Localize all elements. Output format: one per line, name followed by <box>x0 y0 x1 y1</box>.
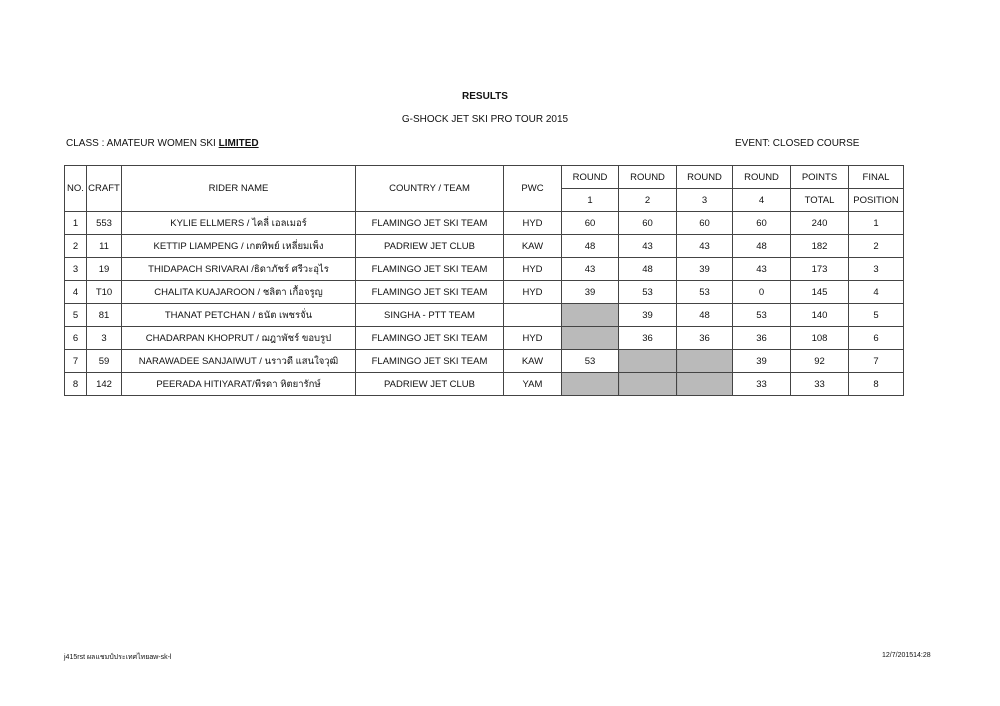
cell-total: 145 <box>791 281 849 304</box>
cell-total: 173 <box>791 258 849 281</box>
cell-round3: 60 <box>677 212 733 235</box>
results-table <box>64 165 904 396</box>
table-row <box>65 235 904 258</box>
col-header-round3-number: 3 <box>677 189 733 212</box>
cell-rider: KETTIP LIAMPENG / เกตทิพย์ เหลี่ยมเพ็ง <box>122 235 356 258</box>
cell-pwc: HYD <box>504 327 562 350</box>
event-subtitle: G-SHOCK JET SKI PRO TOUR 2015 <box>401 114 569 125</box>
cell-pwc <box>504 304 562 327</box>
class-emphasis: LIMITED <box>218 138 259 149</box>
table-row <box>65 212 904 235</box>
cell-round4: 60 <box>733 212 791 235</box>
cell-round2: 48 <box>619 258 677 281</box>
cell-round3-shaded <box>677 373 733 396</box>
cell-round1: 60 <box>562 212 619 235</box>
col-header-round4-number: 4 <box>733 189 791 212</box>
cell-rider: KYLIE ELLMERS / ไคลี่ เอลเมอร์ <box>122 212 356 235</box>
col-header-no: NO. <box>65 166 87 212</box>
cell-round4: 48 <box>733 235 791 258</box>
cell-round2: 36 <box>619 327 677 350</box>
col-header-team: COUNTRY / TEAM <box>356 166 504 212</box>
cell-team: FLAMINGO JET SKI TEAM <box>356 212 504 235</box>
cell-total: 33 <box>791 373 849 396</box>
cell-position: 3 <box>849 258 904 281</box>
cell-craft: T10 <box>87 281 122 304</box>
cell-rider: THANAT PETCHAN / ธนัต เพชรจั่น <box>122 304 356 327</box>
col-header-rider: RIDER NAME <box>122 166 356 212</box>
cell-round2: 43 <box>619 235 677 258</box>
cell-total: 240 <box>791 212 849 235</box>
cell-pwc: HYD <box>504 281 562 304</box>
col-header-total: TOTAL <box>791 189 849 212</box>
cell-total: 92 <box>791 350 849 373</box>
cell-round1-shaded <box>562 373 619 396</box>
cell-team: FLAMINGO JET SKI TEAM <box>356 350 504 373</box>
col-header-round1-number: 1 <box>562 189 619 212</box>
cell-round1: 53 <box>562 350 619 373</box>
cell-position: 8 <box>849 373 904 396</box>
cell-total: 140 <box>791 304 849 327</box>
cell-craft: 553 <box>87 212 122 235</box>
cell-pwc: KAW <box>504 350 562 373</box>
cell-no: 8 <box>65 373 87 396</box>
col-header-final: FINAL <box>849 166 904 189</box>
cell-round2: 39 <box>619 304 677 327</box>
cell-team: FLAMINGO JET SKI TEAM <box>356 258 504 281</box>
table-row <box>65 327 904 350</box>
cell-round2-shaded <box>619 350 677 373</box>
cell-team: PADRIEW JET CLUB <box>356 235 504 258</box>
col-header-round2: ROUND <box>619 166 677 189</box>
cell-round3: 36 <box>677 327 733 350</box>
cell-position: 7 <box>849 350 904 373</box>
cell-no: 5 <box>65 304 87 327</box>
cell-craft: 59 <box>87 350 122 373</box>
class-prefix: CLASS : AMATEUR WOMEN SKI <box>66 138 219 149</box>
cell-rider: CHADARPAN KHOPRUT / ฌฎาพัชร์ ขอบรูป <box>122 327 356 350</box>
cell-round1: 39 <box>562 281 619 304</box>
col-header-round1: ROUND <box>562 166 619 189</box>
footer-file-name: j415rst ผลแชมป์ประเทศไทยaw-sk-l <box>64 654 172 661</box>
cell-round2: 53 <box>619 281 677 304</box>
cell-round4: 36 <box>733 327 791 350</box>
cell-round1-shaded <box>562 327 619 350</box>
cell-no: 7 <box>65 350 87 373</box>
cell-round2-shaded <box>619 373 677 396</box>
cell-rider: THIDAPACH SRIVARAI /ธิดาภัชร์ ศรีวะอุไร <box>122 258 356 281</box>
cell-position: 1 <box>849 212 904 235</box>
cell-team: FLAMINGO JET SKI TEAM <box>356 281 504 304</box>
cell-no: 2 <box>65 235 87 258</box>
cell-position: 6 <box>849 327 904 350</box>
cell-total: 182 <box>791 235 849 258</box>
cell-rider: CHALITA KUAJAROON / ชลิตา เกื้อจรูญ <box>122 281 356 304</box>
cell-no: 6 <box>65 327 87 350</box>
col-header-round2-number: 2 <box>619 189 677 212</box>
footer-timestamp: 12/7/201514:28 <box>882 652 931 659</box>
cell-round4: 0 <box>733 281 791 304</box>
cell-round3: 53 <box>677 281 733 304</box>
cell-round3: 48 <box>677 304 733 327</box>
cell-round4: 53 <box>733 304 791 327</box>
cell-round1: 48 <box>562 235 619 258</box>
cell-round3: 43 <box>677 235 733 258</box>
table-row <box>65 258 904 281</box>
col-header-pwc: PWC <box>504 166 562 212</box>
cell-craft: 142 <box>87 373 122 396</box>
page-title: RESULTS <box>462 91 508 102</box>
cell-pwc: HYD <box>504 212 562 235</box>
cell-rider: NARAWADEE SANJAIWUT / นราวดี แสนใจวุฒิ <box>122 350 356 373</box>
cell-position: 2 <box>849 235 904 258</box>
col-header-round4: ROUND <box>733 166 791 189</box>
cell-pwc: KAW <box>504 235 562 258</box>
class-label <box>66 138 259 149</box>
cell-no: 3 <box>65 258 87 281</box>
cell-no: 4 <box>65 281 87 304</box>
cell-rider: PEERADA HITIYARAT/พีรดา หิตยารักษ์ <box>122 373 356 396</box>
cell-team: SINGHA - PTT TEAM <box>356 304 504 327</box>
cell-craft: 3 <box>87 327 122 350</box>
cell-pwc: YAM <box>504 373 562 396</box>
cell-craft: 19 <box>87 258 122 281</box>
cell-position: 5 <box>849 304 904 327</box>
cell-craft: 81 <box>87 304 122 327</box>
cell-team: PADRIEW JET CLUB <box>356 373 504 396</box>
col-header-position: POSITION <box>849 189 904 212</box>
col-header-round3: ROUND <box>677 166 733 189</box>
table-row <box>65 281 904 304</box>
table-row <box>65 373 904 396</box>
cell-round2: 60 <box>619 212 677 235</box>
cell-round4: 39 <box>733 350 791 373</box>
table-row <box>65 304 904 327</box>
col-header-points: POINTS <box>791 166 849 189</box>
cell-total: 108 <box>791 327 849 350</box>
cell-round1: 43 <box>562 258 619 281</box>
table-row <box>65 350 904 373</box>
cell-round3: 39 <box>677 258 733 281</box>
cell-round1-shaded <box>562 304 619 327</box>
cell-round3-shaded <box>677 350 733 373</box>
cell-position: 4 <box>849 281 904 304</box>
cell-round4: 43 <box>733 258 791 281</box>
cell-round4: 33 <box>733 373 791 396</box>
cell-craft: 11 <box>87 235 122 258</box>
col-header-craft: CRAFT <box>87 166 122 212</box>
event-label: EVENT: CLOSED COURSE <box>735 138 860 149</box>
cell-pwc: HYD <box>504 258 562 281</box>
cell-no: 1 <box>65 212 87 235</box>
cell-team: FLAMINGO JET SKI TEAM <box>356 327 504 350</box>
